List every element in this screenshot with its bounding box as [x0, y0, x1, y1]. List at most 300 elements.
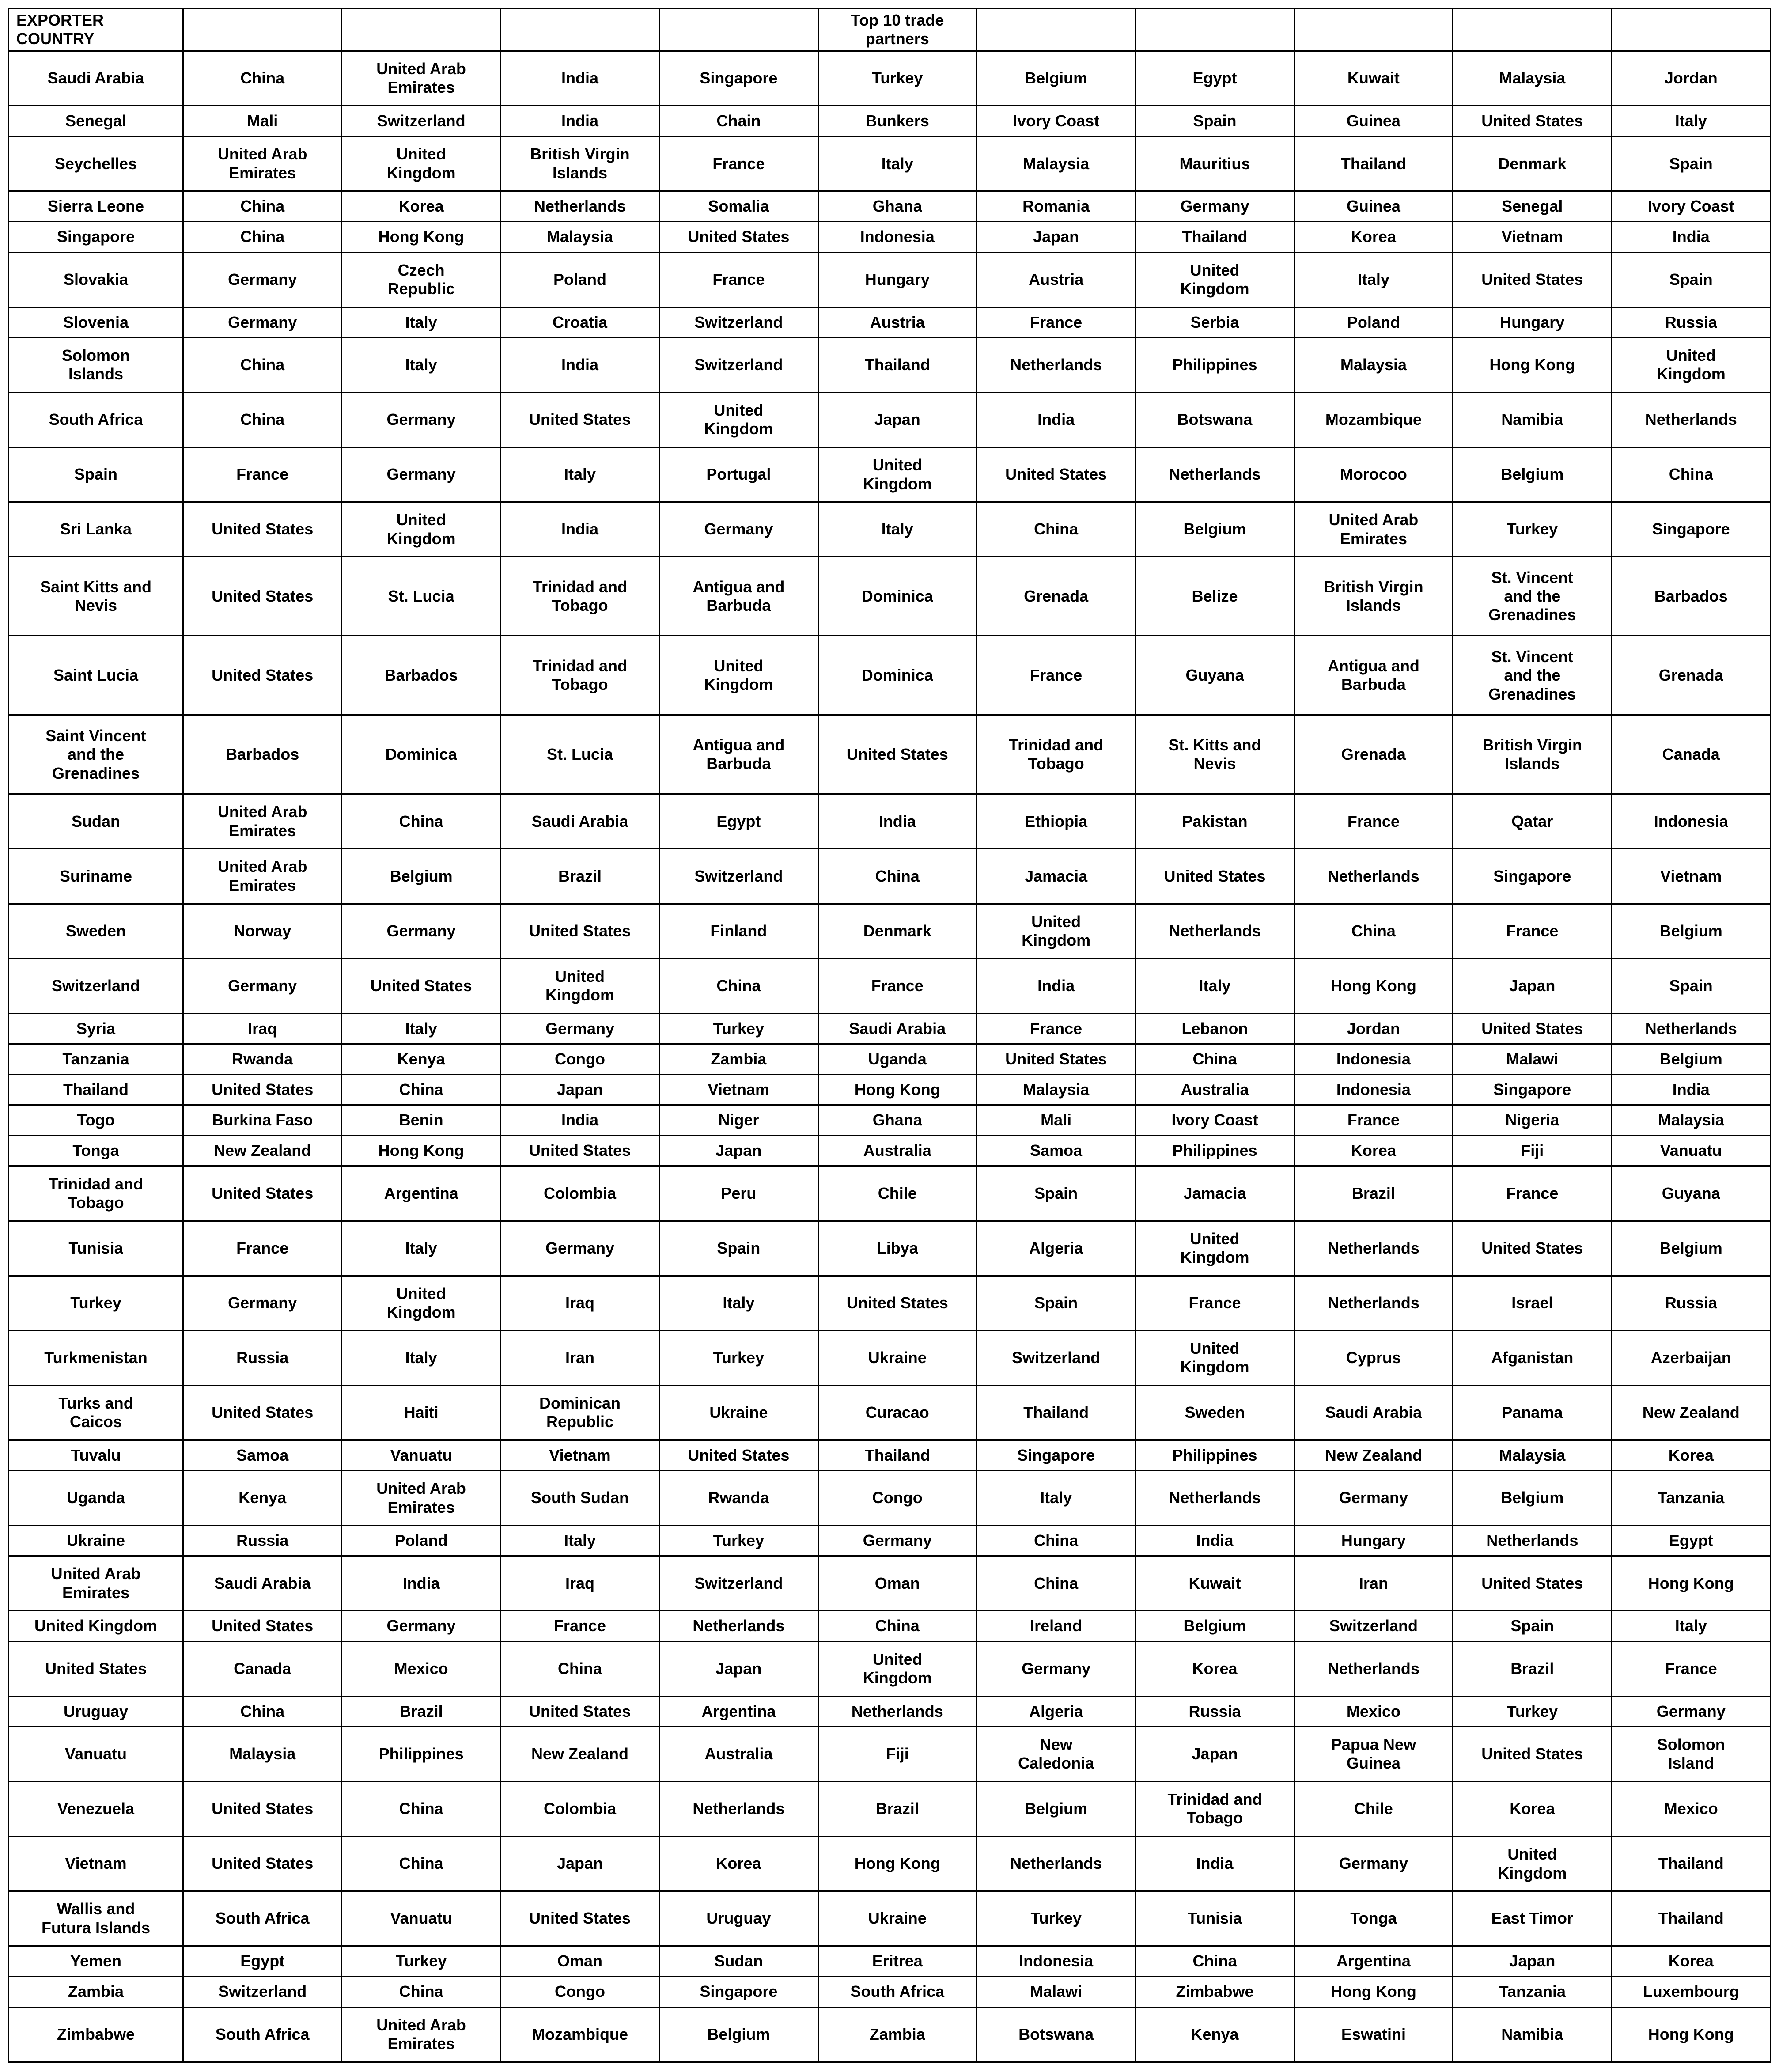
trade-partner-cell: Chile — [1294, 1781, 1453, 1836]
trade-partner-cell: Burkina Faso — [183, 1105, 342, 1136]
trade-partner-cell: Rwanda — [659, 1471, 818, 1526]
trade-partner-cell: Romania — [977, 191, 1135, 222]
trade-partner-cell: Korea — [659, 1837, 818, 1891]
trade-partner-cell: Spain — [1453, 1611, 1612, 1641]
trade-partner-cell: Germany — [1612, 1696, 1770, 1727]
exporter-country-cell: Saudi Arabia — [9, 51, 183, 106]
trade-partner-cell: Algeria — [977, 1221, 1135, 1276]
trade-partner-cell: South Africa — [183, 1891, 342, 1946]
trade-partner-cell: India — [1612, 1075, 1770, 1105]
trade-partner-cell: United States — [1453, 252, 1612, 307]
exporter-country-cell: Ukraine — [9, 1526, 183, 1556]
trade-partner-cell: China — [977, 502, 1135, 557]
trade-partner-cell: United States — [342, 958, 500, 1013]
trade-partner-cell: Thailand — [1612, 1891, 1770, 1946]
table-row — [9, 1526, 1771, 1556]
trade-partner-cell: Ivory Coast — [1612, 191, 1770, 222]
trade-partner-cell: Dominican Republic — [500, 1385, 659, 1440]
trade-partner-cell: Uruguay — [659, 1891, 818, 1946]
trade-partner-cell: Trinidad and Tobago — [500, 557, 659, 636]
trade-partner-cell: Haiti — [342, 1385, 500, 1440]
trade-partner-cell: Philippines — [1136, 1136, 1294, 1166]
trade-partner-cell: China — [183, 337, 342, 392]
table-row — [9, 1727, 1771, 1781]
trade-partner-cell: Azerbaijan — [1612, 1330, 1770, 1385]
trade-partner-cell: Argentina — [1294, 1946, 1453, 1977]
trade-partner-cell: Barbados — [342, 636, 500, 715]
trade-partner-cell: Croatia — [500, 307, 659, 337]
trade-partner-cell: United States — [183, 1781, 342, 1836]
trade-partners-table — [8, 8, 1771, 2063]
exporter-country-cell: South Africa — [9, 392, 183, 447]
trade-partner-cell: Netherlands — [977, 1837, 1135, 1891]
trade-partner-cell: Hungary — [1453, 307, 1612, 337]
trade-partner-cell: Namibia — [1453, 392, 1612, 447]
exporter-country-header: EXPORTER COUNTRY — [9, 9, 183, 51]
trade-partner-cell: Korea — [1136, 1641, 1294, 1696]
exporter-country-cell: Sierra Leone — [9, 191, 183, 222]
trade-partner-cell: France — [818, 958, 977, 1013]
trade-partner-cell: Hungary — [818, 252, 977, 307]
trade-partner-cell: Barbados — [183, 715, 342, 794]
table-row — [9, 106, 1771, 136]
trade-partner-cell: China — [818, 1611, 977, 1641]
exporter-country-cell: Tuvalu — [9, 1440, 183, 1470]
trade-partner-cell: Norway — [183, 904, 342, 958]
table-row — [9, 958, 1771, 1013]
trade-partner-cell: France — [977, 636, 1135, 715]
trade-partner-cell: United States — [818, 715, 977, 794]
exporter-country-cell: Turkmenistan — [9, 1330, 183, 1385]
table-row — [9, 447, 1771, 502]
trade-partner-cell: Guyana — [1612, 1166, 1770, 1221]
trade-partner-cell: United Kingdom — [1612, 337, 1770, 392]
trade-partner-cell: India — [500, 337, 659, 392]
trade-partner-cell: Guyana — [1136, 636, 1294, 715]
trade-partner-cell: Eritrea — [818, 1946, 977, 1977]
table-row — [9, 392, 1771, 447]
trade-partner-cell: Mexico — [1612, 1781, 1770, 1836]
trade-partner-cell: Canada — [1612, 715, 1770, 794]
trade-partner-cell: Russia — [1136, 1696, 1294, 1727]
trade-partner-cell: Switzerland — [1294, 1611, 1453, 1641]
trade-partner-cell: United States — [659, 222, 818, 252]
table-row — [9, 1696, 1771, 1727]
exporter-country-cell: Saint Vincent and the Grenadines — [9, 715, 183, 794]
trade-partner-cell: Saudi Arabia — [818, 1013, 977, 1044]
table-row — [9, 1013, 1771, 1044]
trade-partner-cell: China — [342, 1837, 500, 1891]
trade-partner-cell: Japan — [818, 392, 977, 447]
trade-partner-cell: Vanuatu — [1612, 1136, 1770, 1166]
trade-partner-cell: France — [1294, 794, 1453, 849]
trade-partner-cell: Netherlands — [1612, 392, 1770, 447]
exporter-country-cell: Slovenia — [9, 307, 183, 337]
trade-partner-cell: Portugal — [659, 447, 818, 502]
trade-partner-cell: Italy — [342, 307, 500, 337]
trade-partner-cell: Hong Kong — [1294, 1977, 1453, 2007]
table-row — [9, 1641, 1771, 1696]
trade-partner-cell: Austria — [977, 252, 1135, 307]
trade-partner-cell: Egypt — [659, 794, 818, 849]
table-row — [9, 2007, 1771, 2062]
trade-partner-cell: Indonesia — [818, 222, 977, 252]
trade-partner-cell: France — [1453, 904, 1612, 958]
trade-partner-cell: Panama — [1453, 1385, 1612, 1440]
trade-partner-cell: Germany — [183, 252, 342, 307]
table-row — [9, 904, 1771, 958]
trade-partner-cell: British Virgin Islands — [1294, 557, 1453, 636]
trade-partner-cell: Botswana — [1136, 392, 1294, 447]
table-row — [9, 794, 1771, 849]
table-row — [9, 1977, 1771, 2007]
trade-partner-cell: Samoa — [977, 1136, 1135, 1166]
table-row — [9, 557, 1771, 636]
trade-partner-cell: Korea — [1294, 1136, 1453, 1166]
trade-partner-cell: India — [977, 392, 1135, 447]
trade-partner-cell: Turkey — [342, 1946, 500, 1977]
exporter-country-cell: Vanuatu — [9, 1727, 183, 1781]
trade-partner-cell: Netherlands — [1294, 849, 1453, 904]
trade-partner-cell: Thailand — [1294, 136, 1453, 191]
trade-partner-cell: Australia — [1136, 1075, 1294, 1105]
trade-partner-cell: India — [500, 51, 659, 106]
trade-partner-cell: Malaysia — [977, 1075, 1135, 1105]
trade-partner-cell: Israel — [1453, 1276, 1612, 1330]
table-row — [9, 1136, 1771, 1166]
trade-partner-cell: Japan — [1136, 1727, 1294, 1781]
trade-partner-cell: Netherlands — [1294, 1276, 1453, 1330]
trade-partner-cell: China — [1294, 904, 1453, 958]
trade-partner-cell: Jordan — [1294, 1013, 1453, 1044]
trade-partner-cell: Mauritius — [1136, 136, 1294, 191]
trade-partner-cell: United Kingdom — [659, 636, 818, 715]
trade-partner-cell: Ethiopia — [977, 794, 1135, 849]
trade-partner-cell: British Virgin Islands — [500, 136, 659, 191]
trade-partner-cell: Bunkers — [818, 106, 977, 136]
trade-partner-cell: Trinidad and Tobago — [977, 715, 1135, 794]
trade-partner-cell: Netherlands — [1136, 904, 1294, 958]
trade-partner-cell: Germany — [342, 447, 500, 502]
trade-partner-cell: Switzerland — [659, 849, 818, 904]
trade-partner-cell: India — [1136, 1526, 1294, 1556]
trade-partner-cell: United Kingdom — [1136, 252, 1294, 307]
trade-partner-cell: Thailand — [977, 1385, 1135, 1440]
trade-partner-cell: Malawi — [1453, 1044, 1612, 1074]
trade-partner-cell: France — [183, 1221, 342, 1276]
trade-partner-cell: Serbia — [1136, 307, 1294, 337]
table-row — [9, 51, 1771, 106]
trade-partner-cell: Japan — [500, 1837, 659, 1891]
trade-partner-cell: United States — [183, 1075, 342, 1105]
table-row — [9, 191, 1771, 222]
trade-partner-cell: Netherlands — [818, 1696, 977, 1727]
trade-partner-cell: Dominica — [818, 557, 977, 636]
trade-partner-cell: Spain — [1612, 136, 1770, 191]
trade-partner-cell: Germany — [977, 1641, 1135, 1696]
trade-partner-cell: St. Lucia — [342, 557, 500, 636]
trade-partner-cell: Malaysia — [183, 1727, 342, 1781]
trade-partner-cell: Russia — [1612, 307, 1770, 337]
table-row — [9, 715, 1771, 794]
trade-partner-cell: China — [977, 1526, 1135, 1556]
exporter-country-cell: Uganda — [9, 1471, 183, 1526]
trade-partner-cell: New Zealand — [500, 1727, 659, 1781]
trade-partner-cell: United Arab Emirates — [183, 849, 342, 904]
trade-partner-cell: United States — [183, 557, 342, 636]
trade-partner-cell: Samoa — [183, 1440, 342, 1470]
trade-partner-cell: Malaysia — [1612, 1105, 1770, 1136]
trade-partner-cell: Kuwait — [1294, 51, 1453, 106]
trade-partner-cell: Vanuatu — [342, 1440, 500, 1470]
trade-partner-cell: Hong Kong — [1453, 337, 1612, 392]
trade-partner-cell: Singapore — [659, 51, 818, 106]
trade-partner-cell: Hungary — [1294, 1526, 1453, 1556]
table-row — [9, 1440, 1771, 1470]
trade-partner-cell: Belgium — [977, 51, 1135, 106]
table-row — [9, 1946, 1771, 1977]
trade-partner-cell: Philippines — [1136, 337, 1294, 392]
exporter-country-cell: Vietnam — [9, 1837, 183, 1891]
trade-partner-cell: Libya — [818, 1221, 977, 1276]
trade-partner-cell: Turkey — [659, 1526, 818, 1556]
table-header — [9, 9, 1771, 51]
trade-partner-cell: Belgium — [1453, 447, 1612, 502]
trade-partner-cell: Trinidad and Tobago — [500, 636, 659, 715]
trade-partner-cell: United States — [1136, 849, 1294, 904]
table-row — [9, 136, 1771, 191]
exporter-country-cell: Switzerland — [9, 958, 183, 1013]
exporter-country-cell: Wallis and Futura Islands — [9, 1891, 183, 1946]
trade-partner-cell: Poland — [342, 1526, 500, 1556]
trade-partner-cell: Guinea — [1294, 106, 1453, 136]
table-row — [9, 502, 1771, 557]
trade-partner-cell: Germany — [1294, 1837, 1453, 1891]
trade-partner-cell: France — [1612, 1641, 1770, 1696]
trade-partner-cell: Netherlands — [1136, 447, 1294, 502]
exporter-country-cell: Trinidad and Tobago — [9, 1166, 183, 1221]
exporter-country-cell: Sudan — [9, 794, 183, 849]
trade-partner-cell: Malaysia — [1453, 51, 1612, 106]
trade-partner-cell: Sweden — [1136, 1385, 1294, 1440]
trade-partner-cell: New Zealand — [1294, 1440, 1453, 1470]
exporter-country-cell: Zimbabwe — [9, 2007, 183, 2062]
trade-partner-cell: United States — [1453, 106, 1612, 136]
trade-partner-cell: United States — [977, 1044, 1135, 1074]
trade-partner-cell: India — [500, 106, 659, 136]
trade-partner-cell: Italy — [500, 447, 659, 502]
trade-partner-cell: Hong Kong — [818, 1837, 977, 1891]
trade-partner-cell: Thailand — [1612, 1837, 1770, 1891]
trade-partner-cell: Tanzania — [1453, 1977, 1612, 2007]
trade-partner-cell: Hong Kong — [1612, 1556, 1770, 1611]
trade-partner-cell: Italy — [977, 1471, 1135, 1526]
trade-partner-cell: Antigua and Barbuda — [659, 715, 818, 794]
trade-partner-cell: Malaysia — [500, 222, 659, 252]
trade-partner-cell: Kenya — [342, 1044, 500, 1074]
trade-partner-cell: United States — [1453, 1727, 1612, 1781]
exporter-country-cell: Spain — [9, 447, 183, 502]
trade-partner-cell: Ivory Coast — [1136, 1105, 1294, 1136]
trade-partner-cell: Switzerland — [659, 1556, 818, 1611]
table-row — [9, 1611, 1771, 1641]
trade-partner-cell: Iraq — [183, 1013, 342, 1044]
trade-partner-cell: Indonesia — [1294, 1075, 1453, 1105]
trade-partner-cell: Russia — [183, 1526, 342, 1556]
trade-partner-cell: United States — [1453, 1013, 1612, 1044]
trade-partner-cell: United States — [500, 1696, 659, 1727]
trade-partner-cell: Singapore — [977, 1440, 1135, 1470]
header-cell-empty — [500, 9, 659, 51]
trade-partner-cell: Philippines — [1136, 1440, 1294, 1470]
trade-partner-cell: United States — [500, 904, 659, 958]
trade-partner-cell: Morocoo — [1294, 447, 1453, 502]
trade-partner-cell: Oman — [818, 1556, 977, 1611]
table-row — [9, 1837, 1771, 1891]
trade-partner-cell: Italy — [342, 337, 500, 392]
trade-partner-cell: Korea — [1294, 222, 1453, 252]
trade-partner-cell: Tunisia — [1136, 1891, 1294, 1946]
trade-partner-cell: Turkey — [659, 1013, 818, 1044]
trade-partner-cell: Grenada — [1294, 715, 1453, 794]
trade-partner-cell: Japan — [977, 222, 1135, 252]
trade-partner-cell: Belgium — [1136, 502, 1294, 557]
trade-partner-cell: Denmark — [1453, 136, 1612, 191]
header-cell-empty — [342, 9, 500, 51]
trade-partner-cell: United States — [1453, 1556, 1612, 1611]
trade-partner-cell: Ivory Coast — [977, 106, 1135, 136]
trade-partner-cell: Turkey — [1453, 502, 1612, 557]
trade-partner-cell: China — [977, 1556, 1135, 1611]
trade-partner-cell: United Kingdom — [659, 392, 818, 447]
trade-partner-cell: Ukraine — [659, 1385, 818, 1440]
trade-partner-cell: United States — [183, 636, 342, 715]
trade-partner-cell: China — [183, 1696, 342, 1727]
trade-partner-cell: France — [977, 1013, 1135, 1044]
trade-partner-cell: India — [977, 958, 1135, 1013]
trade-partner-cell: Uganda — [818, 1044, 977, 1074]
trade-partner-cell: France — [659, 252, 818, 307]
table-row — [9, 1556, 1771, 1611]
trade-partner-cell: Russia — [183, 1330, 342, 1385]
trade-partner-cell: South Sudan — [500, 1471, 659, 1526]
trade-partner-cell: Nigeria — [1453, 1105, 1612, 1136]
exporter-country-cell: Yemen — [9, 1946, 183, 1977]
trade-partner-cell: Indonesia — [1294, 1044, 1453, 1074]
trade-partner-cell: Mali — [977, 1105, 1135, 1136]
exporter-country-cell: Togo — [9, 1105, 183, 1136]
trade-partner-cell: United Arab Emirates — [183, 136, 342, 191]
trade-partner-cell: Iran — [1294, 1556, 1453, 1611]
trade-partner-cell: Canada — [183, 1641, 342, 1696]
trade-partner-cell: United Kingdom — [1136, 1330, 1294, 1385]
trade-partner-cell: United States — [977, 447, 1135, 502]
trade-partner-cell: Solomon Island — [1612, 1727, 1770, 1781]
trade-partner-cell: Saudi Arabia — [1294, 1385, 1453, 1440]
trade-partner-cell: Denmark — [818, 904, 977, 958]
trade-partner-cell: Ukraine — [818, 1330, 977, 1385]
trade-partner-cell: Hong Kong — [818, 1075, 977, 1105]
trade-partner-cell: Lebanon — [1136, 1013, 1294, 1044]
trade-partner-cell: Singapore — [1612, 502, 1770, 557]
trade-partner-cell: Ukraine — [818, 1891, 977, 1946]
trade-partner-cell: United Arab Emirates — [342, 2007, 500, 2062]
trade-partner-cell: China — [1136, 1044, 1294, 1074]
trade-partner-cell: Ghana — [818, 1105, 977, 1136]
trade-partner-cell: Mali — [183, 106, 342, 136]
trade-partner-cell: Germany — [659, 502, 818, 557]
trade-partner-cell: Brazil — [1453, 1641, 1612, 1696]
exporter-country-cell: United Arab Emirates — [9, 1556, 183, 1611]
exporter-country-cell: Uruguay — [9, 1696, 183, 1727]
trade-partner-cell: Singapore — [1453, 849, 1612, 904]
trade-partner-cell: Austria — [818, 307, 977, 337]
trade-partner-cell: Oman — [500, 1946, 659, 1977]
trade-partner-cell: Netherlands — [1294, 1221, 1453, 1276]
trade-partner-cell: Switzerland — [977, 1330, 1135, 1385]
trade-partner-cell: Hong Kong — [342, 222, 500, 252]
trade-partner-cell: Brazil — [818, 1781, 977, 1836]
exporter-country-cell: United States — [9, 1641, 183, 1696]
trade-partner-cell: China — [183, 392, 342, 447]
trade-partner-cell: United Arab Emirates — [1294, 502, 1453, 557]
table-row — [9, 222, 1771, 252]
trade-partner-cell: Zambia — [659, 1044, 818, 1074]
trade-partner-cell: Pakistan — [1136, 794, 1294, 849]
trade-partner-cell: Chain — [659, 106, 818, 136]
header-cell-empty — [1612, 9, 1770, 51]
trade-partner-cell: Trinidad and Tobago — [1136, 1781, 1294, 1836]
header-row — [9, 9, 1771, 51]
trade-partner-cell: Grenada — [977, 557, 1135, 636]
trade-partner-cell: Singapore — [659, 1977, 818, 2007]
trade-partner-cell: Somalia — [659, 191, 818, 222]
trade-partner-cell: Japan — [659, 1641, 818, 1696]
trade-partner-cell: Ireland — [977, 1611, 1135, 1641]
trade-partner-cell: Argentina — [342, 1166, 500, 1221]
trade-partner-cell: South Africa — [183, 2007, 342, 2062]
trade-partner-cell: Belgium — [1612, 904, 1770, 958]
trade-partner-cell: Poland — [500, 252, 659, 307]
trade-partner-cell: United Kingdom — [342, 1276, 500, 1330]
trade-partner-cell: France — [183, 447, 342, 502]
trade-partner-cell: Indonesia — [1612, 794, 1770, 849]
trade-partner-cell: Switzerland — [659, 337, 818, 392]
trade-partner-cell: Switzerland — [183, 1977, 342, 2007]
trade-partner-cell: United Arab Emirates — [342, 51, 500, 106]
exporter-country-cell: United Kingdom — [9, 1611, 183, 1641]
trade-partner-cell: Netherlands — [977, 337, 1135, 392]
trade-partner-cell: Germany — [1294, 1471, 1453, 1526]
trade-partner-cell: Niger — [659, 1105, 818, 1136]
trade-partner-cell: Afganistan — [1453, 1330, 1612, 1385]
trade-partner-cell: Belgium — [977, 1781, 1135, 1836]
trade-partner-cell: Hong Kong — [1294, 958, 1453, 1013]
trade-partner-cell: Germany — [818, 1526, 977, 1556]
trade-partner-cell: Netherlands — [659, 1611, 818, 1641]
trade-partner-cell: Netherlands — [1136, 1471, 1294, 1526]
trade-partner-cell: Switzerland — [342, 106, 500, 136]
trade-partner-cell: Benin — [342, 1105, 500, 1136]
exporter-country-cell: Syria — [9, 1013, 183, 1044]
trade-partner-cell: Egypt — [1136, 51, 1294, 106]
table-row — [9, 1330, 1771, 1385]
exporter-country-cell: Thailand — [9, 1075, 183, 1105]
trade-partner-cell: United States — [183, 1611, 342, 1641]
exporter-country-cell: Suriname — [9, 849, 183, 904]
trade-partner-cell: United Arab Emirates — [342, 1471, 500, 1526]
trade-partner-cell: Kenya — [1136, 2007, 1294, 2062]
